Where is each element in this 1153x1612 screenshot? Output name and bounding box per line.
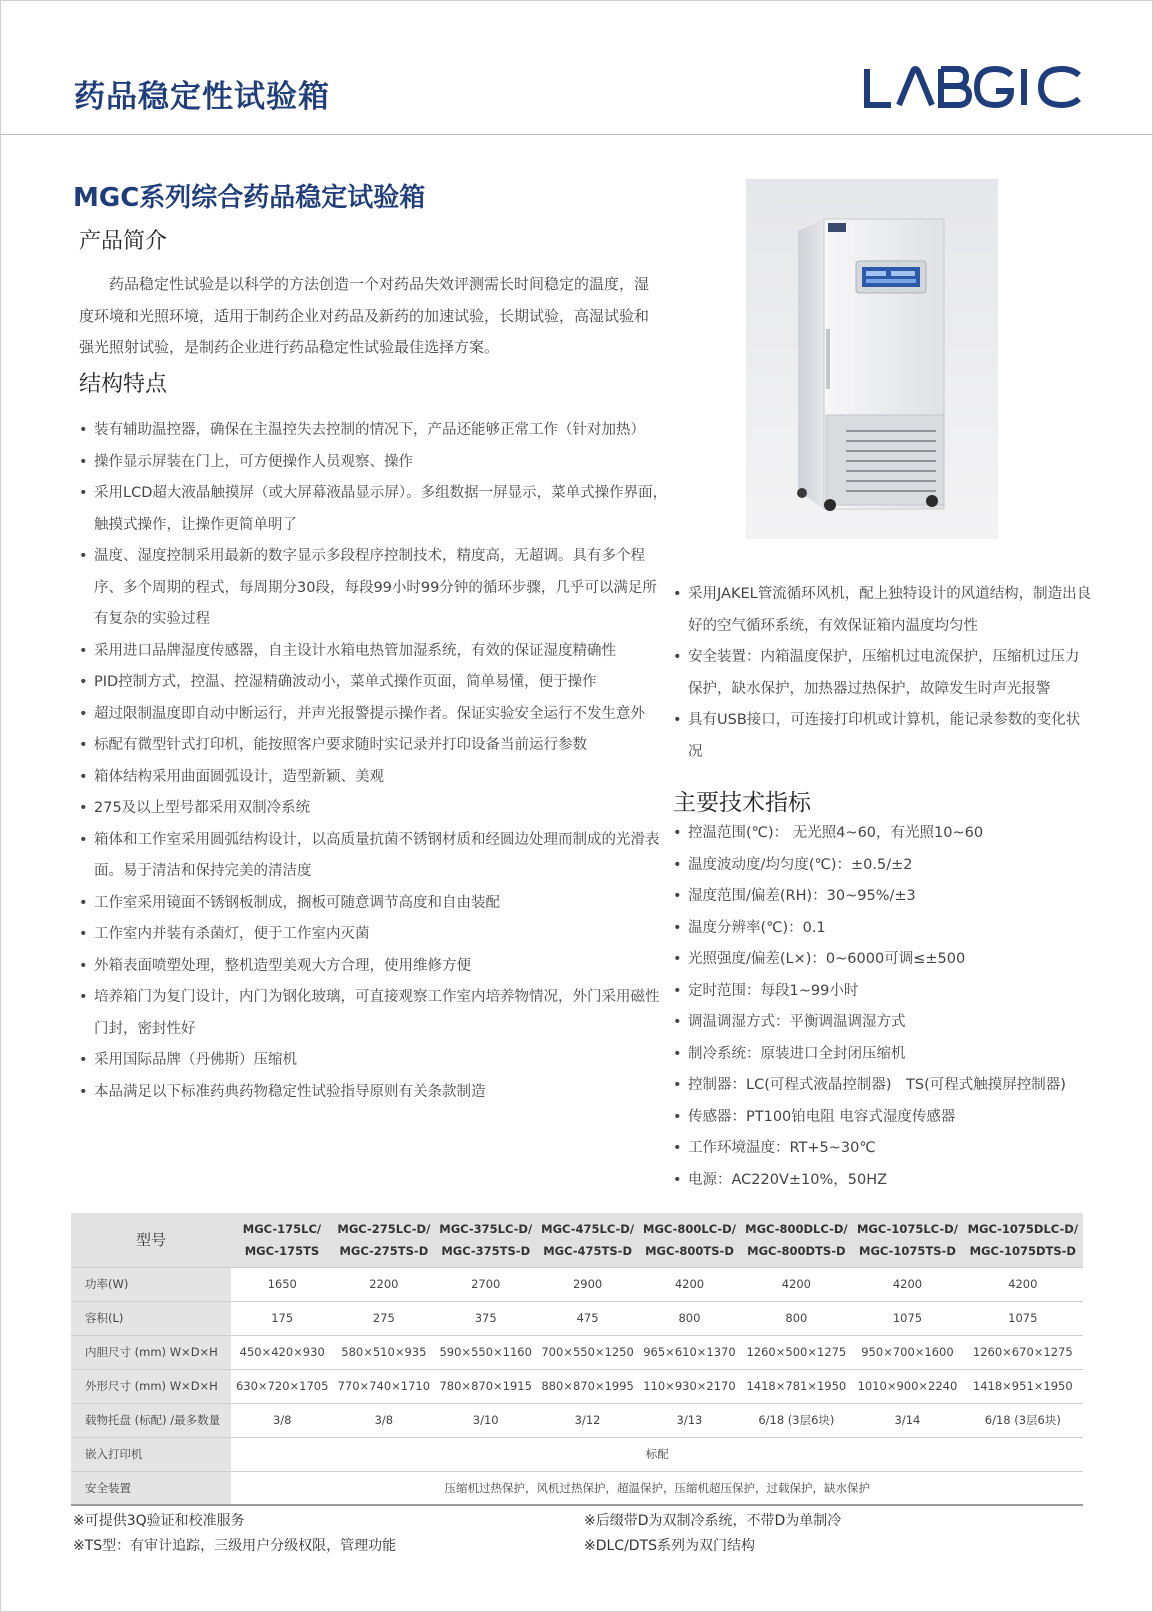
list-item: • 操作显示屏装在门上，可方便操作人员观察、操作 <box>79 447 669 479</box>
row-label: 载物托盘 (标配) /最多数量 <box>71 1403 231 1437</box>
list-item: • PID控制方式，控温、控湿精确波动小，菜单式操作页面，简单易懂，便于操作 <box>79 667 669 699</box>
list-item: • 工作室内并装有杀菌灯，便于工作室内灭菌 <box>79 919 669 951</box>
spec-item: • 制冷系统：原装进口全封闭压缩机 <box>673 1039 1133 1071</box>
table-cell: 压缩机过热保护，风机过热保护，超温保护，压缩机超压保护，过载保护，缺水保护 <box>231 1471 1083 1505</box>
table-cell: 880×870×1995 <box>537 1369 639 1403</box>
series-title: MGC系列综合药品稳定试验箱 <box>73 183 426 213</box>
list-item: • 标配有微型针式打印机，能按照客户要求随时实记录并打印设备当前运行参数 <box>79 730 669 762</box>
header-title: 药品稳定性试验箱 <box>74 79 330 115</box>
spec-item: • 电源：AC220V±10%，50HZ <box>673 1165 1133 1197</box>
table-cell: 2900 <box>537 1267 639 1301</box>
model-header: MGC-1075LC-D/ MGC-1075TS-D <box>852 1213 962 1267</box>
list-item: • 本品满足以下标准药典药物稳定性试验指导原则有关条款制造 <box>79 1077 669 1109</box>
model-header: MGC-175LC/ MGC-175TS <box>231 1213 333 1267</box>
table-cell: 450×420×930 <box>231 1335 333 1369</box>
spec-item: • 湿度范围/偏差(RH)：30~95%/±3 <box>673 881 1133 913</box>
table-cell: 950×700×1600 <box>852 1335 962 1369</box>
table-cell: 3/8 <box>333 1403 435 1437</box>
note: ※DLC/DTS系列为双门结构 <box>584 1538 756 1554</box>
list-item: • 装有辅助温控器，确保在主温控失去控制的情况下，产品还能够正常工作（针对加热） <box>79 415 669 447</box>
table-cell: 965×610×1370 <box>639 1335 741 1369</box>
table-cell: 780×870×1915 <box>435 1369 537 1403</box>
spec-item: • 控温范围(℃)： 无光照4~60，有光照10~60 <box>673 818 1133 850</box>
table-cell: 标配 <box>231 1437 1083 1471</box>
table-cell: 375 <box>435 1301 537 1335</box>
table-cell: 110×930×2170 <box>639 1369 741 1403</box>
model-header: MGC-800DLC-D/ MGC-800DTS-D <box>740 1213 852 1267</box>
table-cell: 175 <box>231 1301 333 1335</box>
model-header: MGC-800LC-D/ MGC-800TS-D <box>639 1213 741 1267</box>
table-cell: 1418×781×1950 <box>740 1369 852 1403</box>
logo-plate <box>828 223 846 232</box>
table-cell: 3/14 <box>852 1403 962 1437</box>
spec-table <box>71 1213 1083 1506</box>
list-item: • 箱体结构采用曲面圆弧设计，造型新颖、美观 <box>79 762 669 794</box>
list-item: • 工作室采用镜面不锈钢板制成，搁板可随意调节高度和自由装配 <box>79 888 669 920</box>
table-cell: 2700 <box>435 1267 537 1301</box>
product-photo <box>746 179 998 539</box>
table-cell: 2200 <box>333 1267 435 1301</box>
table-cell: 1260×670×1275 <box>963 1335 1083 1369</box>
intro-text: 药品稳定性试验是以科学的方法创造一个对药品失效评测需长时间稳定的温度，湿度环境和光照环境，适用于制药企业对药品及新药的加速试验，长期试验，高湿试验和强光照射试验，是制药企业进行药品稳定性试验最佳选择方案。 <box>79 275 650 356</box>
table-cell: 580×510×935 <box>333 1335 435 1369</box>
model-header: MGC-1075DLC-D/ MGC-1075DTS-D <box>963 1213 1083 1267</box>
table-cell: 4200 <box>639 1267 741 1301</box>
labgic-logo <box>863 65 1087 109</box>
model-column-header: 型号 <box>71 1213 231 1267</box>
list-item: • 275及以上型号都采用双制冷系统 <box>79 793 669 825</box>
table-cell: 4200 <box>740 1267 852 1301</box>
table-cell: 770×740×1710 <box>333 1369 435 1403</box>
model-header: MGC-375LC-D/ MGC-375TS-D <box>435 1213 537 1267</box>
specs-heading: 主要技术指标 <box>673 790 811 816</box>
table-row <box>71 1335 1083 1369</box>
spec-item: • 传感器：PT100铂电阻 电容式湿度传感器 <box>673 1102 1133 1134</box>
list-item: • 外箱表面喷塑处理，整机造型美观大方合理，使用维修方便 <box>79 951 669 983</box>
spec-item: • 定时范围：每段1~99小时 <box>673 976 1133 1008</box>
features-list-left <box>79 415 669 1108</box>
row-label: 安全装置 <box>71 1471 231 1505</box>
notes-right <box>584 1509 841 1559</box>
table-cell: 1010×900×2240 <box>852 1369 962 1403</box>
spec-item: • 工作环境温度：RT+5~30℃ <box>673 1133 1133 1165</box>
list-item: • 采用LCD超大液晶触摸屏（或大屏幕液晶显示屏）。多组数据一屏显示，菜单式操作界面，触摸式操作，让操作更简单明了 <box>79 478 669 541</box>
note: ※可提供3Q验证和校准服务 <box>73 1513 245 1529</box>
features-heading: 结构特点 <box>79 372 168 397</box>
note: ※TS型：有审计追踪，三级用户分级权限，管理功能 <box>73 1538 397 1554</box>
row-label: 容积(L) <box>71 1301 231 1335</box>
table-row <box>71 1301 1083 1335</box>
table-cell: 590×550×1160 <box>435 1335 537 1369</box>
list-item: • 温度、湿度控制采用最新的数字显示多段程序控制技术，精度高，无超调。具有多个程序、多个周期的程式，每周期分30段，每段99小时99分钟的循环步骤，几乎可以满足所有复杂的实验过程 <box>79 541 669 636</box>
row-label: 外形尺寸 (mm) W×D×H <box>71 1369 231 1403</box>
table-cell: 800 <box>639 1301 741 1335</box>
table-cell: 475 <box>537 1301 639 1335</box>
table-cell: 4200 <box>963 1267 1083 1301</box>
table-cell: 3/12 <box>537 1403 639 1437</box>
list-item: • 采用国际品牌（丹佛斯）压缩机 <box>79 1045 669 1077</box>
table-cell: 3/13 <box>639 1403 741 1437</box>
table-row <box>71 1267 1083 1301</box>
table-row <box>71 1369 1083 1403</box>
table-cell: 1418×951×1950 <box>963 1369 1083 1403</box>
list-item: • 箱体和工作室采用圆弧结构设计，以高质量抗菌不锈钢材质和经圆边处理而制成的光滑表面。易于清洁和保持完美的清洁度 <box>79 825 669 888</box>
features-list-right <box>673 579 1093 768</box>
table-cell: 1260×500×1275 <box>740 1335 852 1369</box>
table-header-row <box>71 1213 1083 1267</box>
specs-list <box>673 818 1133 1196</box>
table-cell: 1075 <box>852 1301 962 1335</box>
intro-heading: 产品简介 <box>79 229 168 254</box>
table-row <box>71 1437 1083 1471</box>
list-item: • 培养箱门为复门设计，内门为钢化玻璃，可直接观察工作室内培养物情况，外门采用磁性门封，密封性好 <box>79 982 669 1045</box>
row-label: 内胆尺寸 (mm) W×D×H <box>71 1335 231 1369</box>
table-cell: 4200 <box>852 1267 962 1301</box>
row-label: 嵌入打印机 <box>71 1437 231 1471</box>
list-item: • 超过限制温度即自动中断运行，并声光报警提示操作者。保证实验安全运行不发生意外 <box>79 699 669 731</box>
spec-item: • 温度波动度/均匀度(℃)：±0.5/±2 <box>673 850 1133 882</box>
table-row <box>71 1471 1083 1505</box>
table-cell: 3/8 <box>231 1403 333 1437</box>
list-item: • 具有USB接口，可连接打印机或计算机，能记录参数的变化状况 <box>673 705 1093 768</box>
table-cell: 275 <box>333 1301 435 1335</box>
table-cell: 700×550×1250 <box>537 1335 639 1369</box>
table-cell: 1650 <box>231 1267 333 1301</box>
page-header <box>1 1 1152 135</box>
table-row <box>71 1403 1083 1437</box>
spec-item: • 控制器：LC(可程式液晶控制器) TS(可程式触摸屏控制器) <box>673 1070 1133 1102</box>
list-item: • 安全装置：内箱温度保护，压缩机过电流保护，压缩机过压力保护，缺水保护，加热器过热保护，故障发生时声光报警 <box>673 642 1093 705</box>
model-header: MGC-275LC-D/ MGC-275TS-D <box>333 1213 435 1267</box>
table-cell: 630×720×1705 <box>231 1369 333 1403</box>
row-label: 功率(W) <box>71 1267 231 1301</box>
notes-left <box>73 1509 396 1559</box>
table-cell: 1075 <box>963 1301 1083 1335</box>
note: ※后缀带D为双制冷系统，不带D为单制冷 <box>584 1513 842 1529</box>
spec-item: • 光照强度/偏差(L×)：0~6000可调≤±500 <box>673 944 1133 976</box>
spec-item: • 调温调湿方式：平衡调温调湿方式 <box>673 1007 1133 1039</box>
table-cell: 6/18 (3层6块) <box>740 1403 852 1437</box>
table-cell: 6/18 (3层6块) <box>963 1403 1083 1437</box>
table-cell: 3/10 <box>435 1403 537 1437</box>
list-item: • 采用JAKEL管流循环风机，配上独特设计的风道结构，制造出良好的空气循环系统，有效保证箱内温度均匀性 <box>673 579 1093 642</box>
list-item: • 采用进口品牌湿度传感器，自主设计水箱电热管加湿系统，有效的保证湿度精确性 <box>79 636 669 668</box>
model-header: MGC-475LC-D/ MGC-475TS-D <box>537 1213 639 1267</box>
table-cell: 800 <box>740 1301 852 1335</box>
spec-item: • 温度分辨率(℃)：0.1 <box>673 913 1133 945</box>
